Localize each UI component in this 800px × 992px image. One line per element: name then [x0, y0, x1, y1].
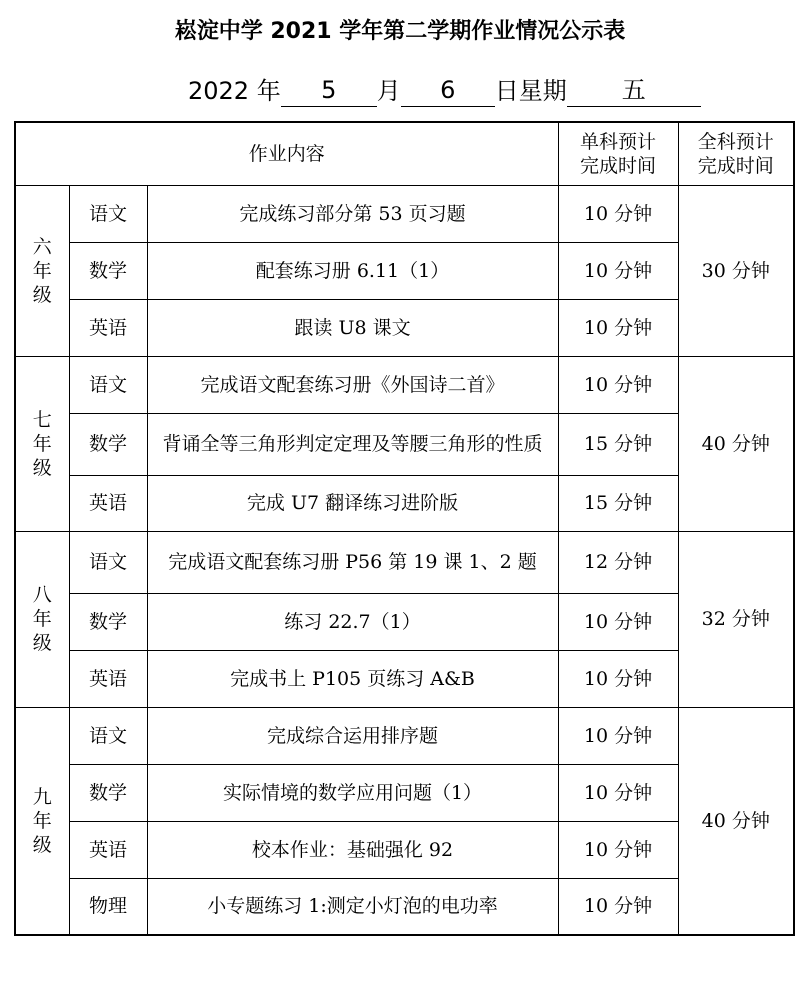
date-weekday: 五	[567, 74, 701, 107]
content-cell: 跟读 U8 课文	[147, 299, 558, 356]
grade-cell: 九 年 级	[15, 707, 69, 935]
subject-cell: 英语	[69, 299, 147, 356]
content-cell: 校本作业：基础强化 92	[147, 821, 558, 878]
table-row	[15, 185, 794, 242]
content-cell: 完成语文配套练习册 P56 第 19 课 1、2 题	[147, 531, 558, 593]
table-row	[15, 707, 794, 764]
header-single-time: 单科预计 完成时间	[558, 122, 678, 185]
content-cell: 背诵全等三角形判定定理及等腰三角形的性质	[147, 413, 558, 475]
table-row	[15, 593, 794, 650]
subject-cell: 数学	[69, 593, 147, 650]
table-row	[15, 356, 794, 413]
content-cell: 配套练习册 6.11（1）	[147, 242, 558, 299]
table-row	[15, 878, 794, 935]
time-cell: 10 分钟	[558, 821, 678, 878]
grade-cell: 八 年 级	[15, 531, 69, 707]
subject-cell: 语文	[69, 531, 147, 593]
date-day: 6	[401, 74, 495, 107]
content-cell: 练习 22.7（1）	[147, 593, 558, 650]
header-content: 作业内容	[15, 122, 558, 185]
subject-cell: 物理	[69, 878, 147, 935]
subject-cell: 数学	[69, 764, 147, 821]
table-row	[15, 299, 794, 356]
total-time-cell: 32 分钟	[678, 531, 794, 707]
total-time-cell: 30 分钟	[678, 185, 794, 356]
date-year: 2022 年	[188, 77, 281, 105]
content-cell: 实际情境的数学应用问题（1）	[147, 764, 558, 821]
subject-cell: 语文	[69, 356, 147, 413]
table-row	[15, 764, 794, 821]
table-row	[15, 475, 794, 531]
time-cell: 12 分钟	[558, 531, 678, 593]
time-cell: 10 分钟	[558, 356, 678, 413]
time-cell: 10 分钟	[558, 707, 678, 764]
date-line	[188, 74, 701, 110]
subject-cell: 语文	[69, 707, 147, 764]
date-day-unit: 日星期	[494, 77, 567, 105]
subject-cell: 英语	[69, 475, 147, 531]
table-row	[15, 650, 794, 707]
content-cell: 完成练习部分第 53 页习题	[147, 185, 558, 242]
header-total-time: 全科预计 完成时间	[678, 122, 794, 185]
date-month-unit: 月	[376, 77, 401, 105]
time-cell: 10 分钟	[558, 593, 678, 650]
total-time-cell: 40 分钟	[678, 707, 794, 935]
time-cell: 15 分钟	[558, 475, 678, 531]
content-cell: 完成书上 P105 页练习 A&B	[147, 650, 558, 707]
subject-cell: 英语	[69, 821, 147, 878]
subject-cell: 语文	[69, 185, 147, 242]
content-cell: 完成语文配套练习册《外国诗二首》	[147, 356, 558, 413]
page-title: 崧淀中学 2021 学年第二学期作业情况公示表	[174, 19, 626, 44]
grade-cell: 六 年 级	[15, 185, 69, 356]
content-cell: 完成 U7 翻译练习进阶版	[147, 475, 558, 531]
time-cell: 10 分钟	[558, 764, 678, 821]
table-row	[15, 242, 794, 299]
time-cell: 10 分钟	[558, 650, 678, 707]
grade-cell: 七 年 级	[15, 356, 69, 531]
subject-cell: 数学	[69, 242, 147, 299]
subject-cell: 数学	[69, 413, 147, 475]
time-cell: 10 分钟	[558, 878, 678, 935]
time-cell: 10 分钟	[558, 299, 678, 356]
total-time-cell: 40 分钟	[678, 356, 794, 531]
table-row	[15, 531, 794, 593]
table-row	[15, 413, 794, 475]
time-cell: 10 分钟	[558, 185, 678, 242]
time-cell: 15 分钟	[558, 413, 678, 475]
content-cell: 完成综合运用排序题	[147, 707, 558, 764]
homework-table	[14, 121, 795, 936]
header-row	[15, 122, 794, 185]
subject-cell: 英语	[69, 650, 147, 707]
content-cell: 小专题练习 1:测定小灯泡的电功率	[147, 878, 558, 935]
date-month: 5	[281, 74, 377, 107]
time-cell: 10 分钟	[558, 242, 678, 299]
table-row	[15, 821, 794, 878]
